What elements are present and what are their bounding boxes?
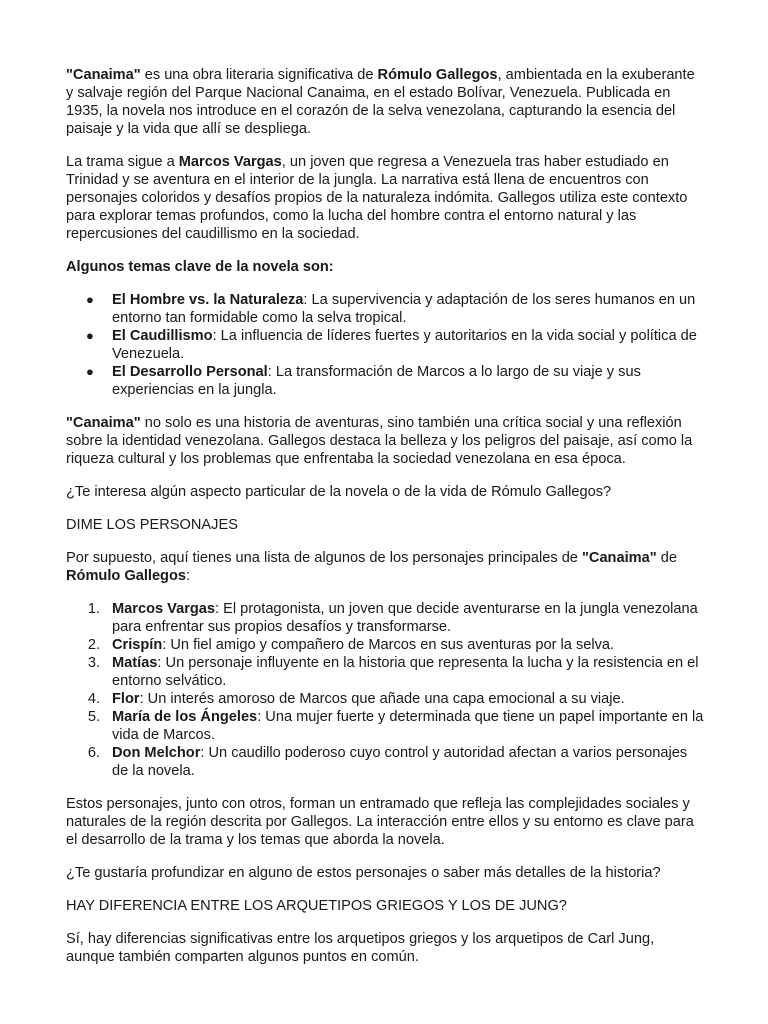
author-name: Rómulo Gallegos	[377, 67, 498, 83]
user-prompt: HAY DIFERENCIA ENTRE LOS ARQUETIPOS GRIEGOS Y LOS DE JUNG?	[66, 898, 567, 914]
list-item	[66, 327, 706, 363]
character-name: Crispín	[112, 637, 163, 653]
heading-text: Algunos temas clave de la novela son:	[66, 259, 334, 275]
bullet-icon: ●	[86, 328, 94, 343]
character-description: : Un caudillo poderoso cuyo control y autoridad afectan a varios personajes de la novela.	[112, 745, 688, 779]
bullet-icon: ●	[86, 292, 94, 307]
bullet-icon: ●	[86, 364, 94, 379]
theme-term: El Caudillismo	[112, 328, 213, 344]
book-title: "Canaima"	[66, 415, 141, 431]
text-span: La trama sigue a	[66, 154, 179, 170]
list-item	[66, 636, 706, 654]
text-span: Por supuesto, aquí tienes una lista de algunos de los personajes principales de	[66, 550, 582, 566]
themes-list	[66, 291, 706, 399]
answer-paragraph: Sí, hay diferencias significativas entre los arquetipos griegos y los arquetipos de Carl Jung, aunque también comparten algunos puntos en común.	[66, 931, 655, 965]
text-span: , un joven que regresa a Venezuela tras haber estudiado en Trinidad y se aventura en el interior de la jungla. La narrativa está llena de encuentros con personajes coloridos y desafíos propios de la naturaleza indómita. Gallegos utiliza este contexto para explorar temas profundos, como la lucha del hombre contra el entorno natural y las repercusiones del caudillismo en la sociedad.	[66, 154, 688, 242]
character-description: : Un fiel amigo y compañero de Marcos en sus aventuras por la selva.	[162, 637, 615, 653]
list-item	[66, 600, 706, 636]
character-description: : Un interés amoroso de Marcos que añade una capa emocional a su viaje.	[139, 691, 625, 707]
theme-text: : La transformación de Marcos a lo largo de su viaje y sus experiencias en la jungla.	[112, 364, 641, 398]
list-number: 1.	[87, 601, 100, 617]
theme-text: : La influencia de líderes fuertes y autoritarios en la vida social y política de Venezuela.	[112, 328, 697, 362]
character-description: : Una mujer fuerte y determinada que tiene un papel importante en la vida de Marcos.	[112, 709, 704, 743]
plot-paragraph	[66, 153, 706, 243]
text-span: , ambientada en la exuberante y salvaje región del Parque Nacional Canaima, en el estado Bolívar, Venezuela. Publicada en 1935, la novela nos introduce en el corazón de la selva venezolana, capturando la esencia del paisaje y la vida que allí se despliega.	[66, 67, 695, 137]
character-name: Flor	[112, 691, 140, 707]
characters-list	[66, 600, 706, 780]
character-name: Marcos Vargas	[178, 154, 282, 170]
author-name: Rómulo Gallegos	[66, 568, 187, 584]
list-number: 4.	[87, 691, 100, 707]
list-item	[66, 654, 706, 690]
theme-text: : La supervivencia y adaptación de los seres humanos en un entorno tan formidable como la selva tropical.	[112, 292, 696, 326]
character-description: : El protagonista, un joven que decide aventurarse en la jungla venezolana para enfrentar sus propios desafíos y transformarse.	[112, 601, 698, 635]
book-title: "Canaima"	[66, 67, 141, 83]
list-number: 2.	[87, 637, 100, 653]
theme-term: El Desarrollo Personal	[112, 364, 268, 380]
character-name: María de los Ángeles	[112, 709, 258, 725]
list-number: 5.	[87, 709, 100, 725]
character-description: : Un personaje influyente en la historia que representa la lucha y la resistencia en el entorno selvático.	[112, 655, 699, 689]
text-span: :	[186, 568, 191, 584]
book-title: "Canaima"	[581, 550, 657, 566]
list-item	[66, 690, 706, 708]
user-prompt: DIME LOS PERSONAJES	[66, 517, 238, 533]
text-span: no solo es una historia de aventuras, sino también una crítica social y una reflexión sobre la identidad venezolana. Gallegos destaca la belleza y los peligros del paisaje, así como la riqueza cultural y los problemas que enfrentaba la sociedad venezolana en esa época.	[66, 415, 693, 467]
themes-heading	[66, 258, 706, 276]
list-item	[66, 363, 706, 399]
document-page	[66, 66, 706, 966]
summary-paragraph: Estos personajes, junto con otros, forman un entramado que refleja las complejidades sociales y naturales de la región descrita por Gallegos. La interacción entre ellos y su entorno es clave para el desarrollo de la trama y los temas que aborda la novela.	[66, 796, 694, 848]
intro-paragraph	[66, 66, 706, 138]
question-paragraph: ¿Te gustaría profundizar en alguno de estos personajes o saber más detalles de la historia?	[66, 865, 661, 881]
character-name: Marcos Vargas	[112, 601, 216, 617]
theme-term: El Hombre vs. la Naturaleza	[112, 292, 304, 308]
text-span: es una obra literaria significativa de	[140, 67, 378, 83]
question-paragraph: ¿Te interesa algún aspecto particular de la novela o de la vida de Rómulo Gallegos?	[66, 484, 612, 500]
list-item	[66, 708, 706, 744]
list-number: 6.	[87, 745, 100, 761]
character-name: Don Melchor	[112, 745, 201, 761]
character-name: Matías	[112, 655, 158, 671]
text-span: de	[656, 550, 677, 566]
characters-intro-paragraph	[66, 549, 706, 585]
critique-paragraph	[66, 414, 706, 468]
list-item	[66, 744, 706, 780]
list-number: 3.	[87, 655, 100, 671]
list-item	[66, 291, 706, 327]
